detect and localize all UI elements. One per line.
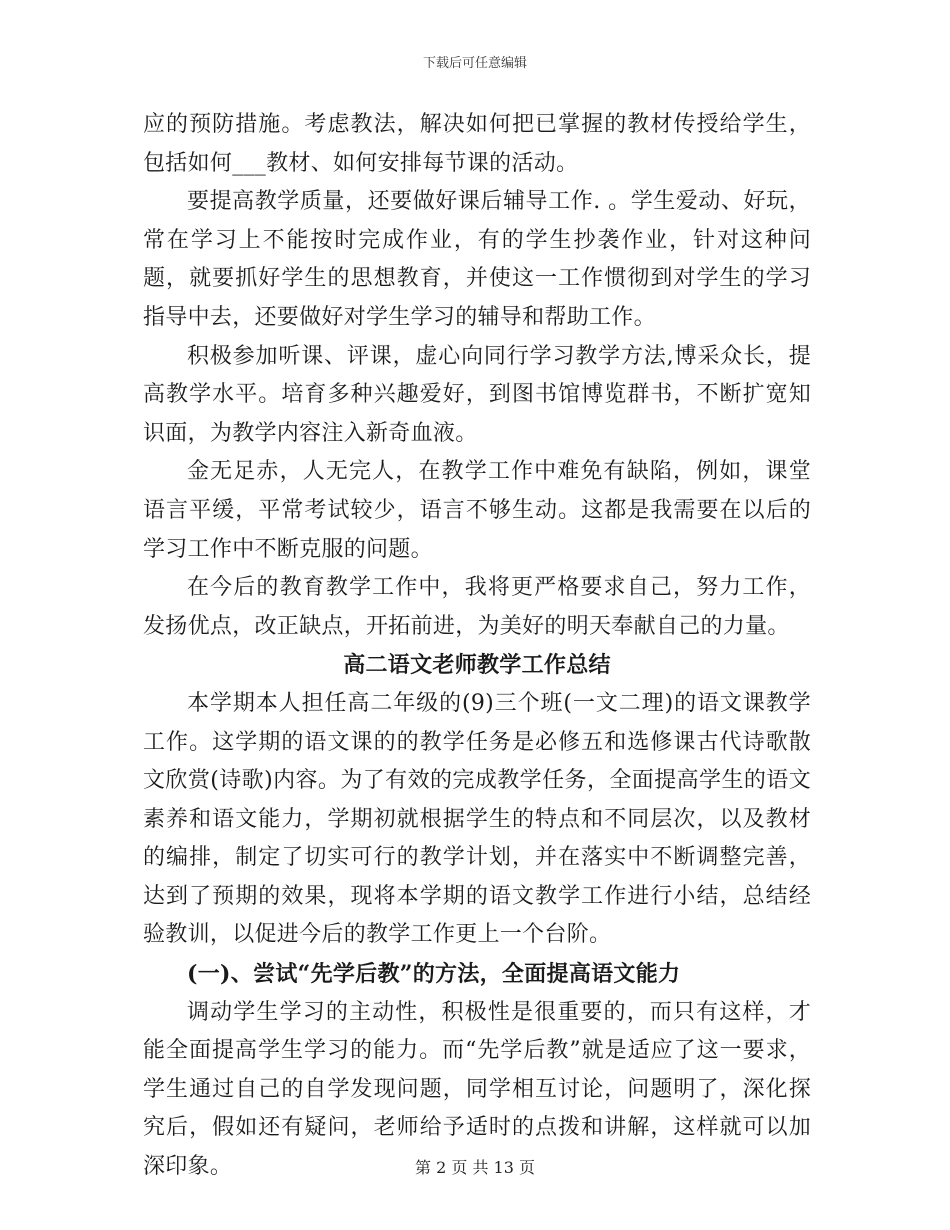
page-header-note: 下载后可任意编辑 [422, 56, 527, 71]
paragraph-7: 调动学生学习的主动性，积极性是很重要的，而只有这样，才能全面提高学生学习的能力。而“先学后教”就是适应了这一要求，学生通过自己的自学发现问题，同学相互讨论，问题明了，深化探究后，假如还有疑问，老师给予适时的点拨和讲解，这样就可以加深印象。 [143, 999, 811, 1180]
paragraph-3: 积极参加听课、评课，虚心向同行学习教学方法,博采众长，提高教学水平。培育多种兴趣爱好，到图书馆博览群书，不断扩宽知识面，为教学内容注入新奇血液。 [143, 343, 811, 446]
document-body [143, 106, 811, 1187]
section-title: 高二语文老师教学工作总结 [343, 652, 611, 679]
paragraph-6: 本学期本人担任高二年级的(9)三个班(一文二理)的语文课教学工作。这学期的语文课的的教学任务是必修五和选修课古代诗歌散文欣赏(诗歌)内容。为了有效的完成教学任务，全面提高学生的语文素养和语文能力，学期初就根据学生的特点和不同层次，以及教材的编排，制定了切实可行的教学计划，并在落实中不断调整完善，达到了预期的效果，现将本学期的语文教学工作进行小结，总结经验教训，以促进今后的教学工作更上一个台阶。 [143, 690, 811, 948]
paragraph-5: 在今后的教育教学工作中，我将更严格要求自己，努力工作，发扬优点，改正缺点，开拓前进，为美好的明天奉献自己的力量。 [143, 575, 811, 639]
paragraph-1: 应的预防措施。考虑教法，解决如何把已掌握的教材传授给学生，包括如何___教材、如何安排每节课的活动。 [143, 112, 811, 176]
paragraph-2: 要提高教学质量，还要做好课后辅导工作. 。学生爱动、好玩，常在学习上不能按时完成作业，有的学生抄袭作业，针对这种问题，就要抓好学生的思想教育，并使这一工作惯彻到对学生的学习指导中去，还要做好对学生学习的辅导和帮助工作。 [143, 189, 811, 330]
paragraph-4: 金无足赤，人无完人，在教学工作中难免有缺陷，例如，课堂语言平缓，平常考试较少，语言不够生动。这都是我需要在以后的学习工作中不断克服的问题。 [143, 459, 811, 562]
section-subheading: (一)、尝试“先学后教”的方法，全面提高语文能力 [187, 961, 681, 988]
page-number: 第 2 页 共 13 页 [415, 1158, 535, 1177]
